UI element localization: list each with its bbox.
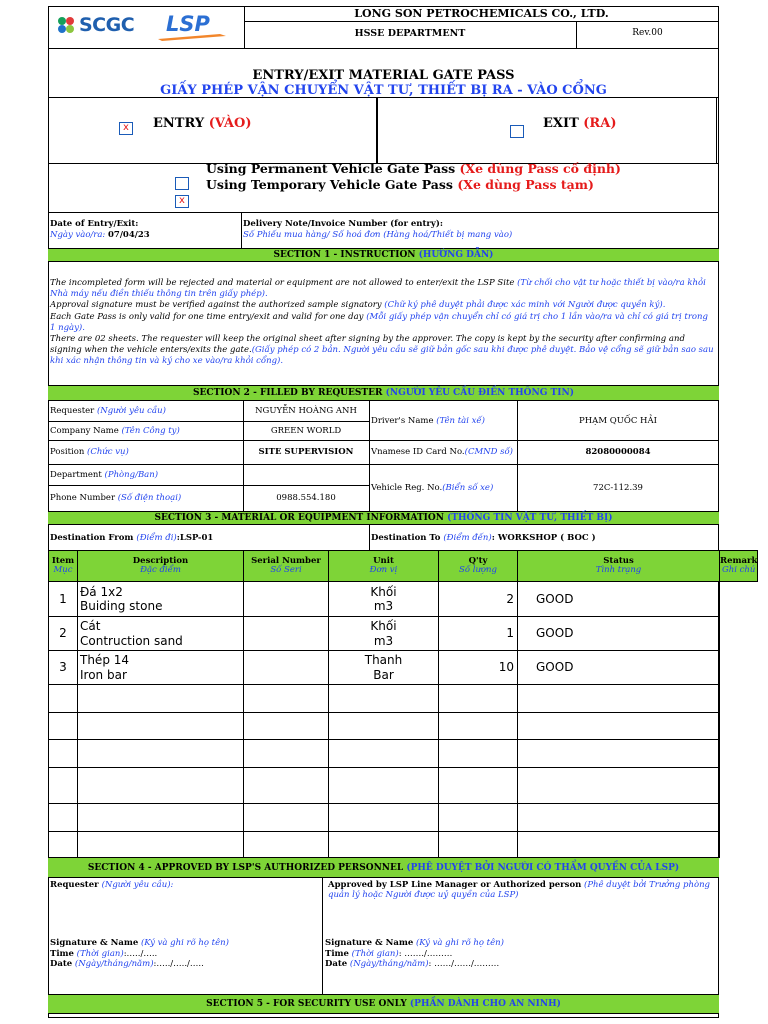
sig-label-vi: (Ký và ghi rõ họ tên) xyxy=(415,938,504,948)
approver-time-line xyxy=(325,949,504,960)
phone-label-vi: (Số điện thoại) xyxy=(117,493,182,503)
exit-label xyxy=(543,116,616,131)
driver-label-vi: (Tên tài xế) xyxy=(436,415,485,426)
requester-signature-line xyxy=(50,938,229,949)
approver-time-value: : ……./……… xyxy=(398,948,453,959)
instruction-4-vi: (Giấy phép có 2 bản. Người yêu cầu sẽ giữ bản gốc sau khi được phê duyệt. Bảo vệ cổng sẽ giữ bản sao sau khi xác nhận thông tin và ký cho xe vào/ra khỏi cổng). xyxy=(50,345,714,367)
table-cell[interactable] xyxy=(48,803,78,832)
table-header-cell xyxy=(438,550,518,582)
divider xyxy=(369,525,370,550)
temporary-pass-check-mark: x xyxy=(179,195,185,206)
revision: Rev.00 xyxy=(632,28,663,38)
lsp-logo-text: LSP xyxy=(166,12,210,36)
table-cell[interactable] xyxy=(243,803,329,832)
table-cell[interactable] xyxy=(328,767,439,804)
table-cell[interactable] xyxy=(48,581,78,617)
table-cell[interactable] xyxy=(517,616,720,651)
table-header-label: Item xyxy=(51,555,75,566)
section3-title-vi: (THÔNG TIN VẬT TƯ, THIẾT BỊ) xyxy=(447,513,613,523)
time-label-vi: (Thời gian) xyxy=(76,948,124,959)
table-header-label-vi: Tình trạng xyxy=(595,565,642,575)
instruction-3-vi: (Mỗi giấy phép vận chuyển chỉ có giá trị cho 1 lần vào/ra và chỉ có giá trị trong 1 ngày). xyxy=(50,311,708,333)
section3-header xyxy=(48,511,719,525)
table-header-cell xyxy=(328,550,439,582)
company-label xyxy=(50,421,180,440)
requester-label xyxy=(50,401,166,421)
table-header-label: Serial Number xyxy=(251,555,321,566)
table-header-label-vi: Đặc điểm xyxy=(140,565,181,575)
table-cell[interactable] xyxy=(328,739,439,768)
divider xyxy=(241,212,242,248)
destination-to xyxy=(371,525,596,550)
entry-label xyxy=(153,116,251,131)
time-label: Time xyxy=(50,948,74,959)
divider xyxy=(48,97,719,98)
destination-to-value[interactable]: : WORKSHOP ( BOC ) xyxy=(491,532,596,543)
requester-label-en: Requester xyxy=(50,406,95,416)
vehicle-label-vi: (Biển số xe) xyxy=(442,482,494,493)
table-cell[interactable] xyxy=(77,581,244,617)
date-row xyxy=(50,230,150,240)
table-cell[interactable] xyxy=(48,767,78,804)
instruction-2 xyxy=(50,300,716,311)
table-cell[interactable] xyxy=(517,831,720,858)
destination-to-vi: (Điểm đến) xyxy=(443,532,492,543)
table-cell[interactable] xyxy=(48,616,78,651)
table-cell[interactable] xyxy=(517,712,720,740)
table-cell-text: m3 xyxy=(373,599,394,613)
table-cell[interactable] xyxy=(438,684,518,713)
table-cell[interactable] xyxy=(48,712,78,740)
table-cell-text: 3 xyxy=(59,660,67,675)
table-header-label: Description xyxy=(132,555,189,566)
table-cell[interactable] xyxy=(438,581,518,617)
page-title-vi: GIẤY PHÉP VẬN CHUYỂN VẬT TƯ, THIẾT BỊ RA - VÀO CỔNG xyxy=(160,83,607,98)
vehicle-label xyxy=(371,464,493,511)
company-label-en: Company Name xyxy=(50,425,119,436)
table-cell-text: GOOD xyxy=(536,660,574,675)
divider xyxy=(376,97,378,163)
table-cell[interactable] xyxy=(243,616,329,651)
section2-header xyxy=(48,385,719,401)
table-cell-text: Buiding stone xyxy=(80,599,163,613)
idcard-label xyxy=(371,440,513,464)
table-cell[interactable] xyxy=(328,650,439,685)
table-cell[interactable] xyxy=(328,831,439,858)
table-header-label: Unit xyxy=(373,555,394,566)
instruction-4 xyxy=(50,334,716,368)
table-cell-text: 10 xyxy=(498,660,514,675)
section2-title: SECTION 2 - FILLED BY REQUESTER xyxy=(193,388,383,398)
approver-signature-line xyxy=(325,938,504,949)
sig-label: Signature & Name xyxy=(50,938,139,948)
table-cell[interactable] xyxy=(243,581,329,617)
position-label-en: Position xyxy=(50,447,85,457)
table-cell-content xyxy=(80,653,129,682)
destination-from-value[interactable]: :LSP-01 xyxy=(176,532,214,543)
idcard-label-vi: (CMND số) xyxy=(464,447,513,457)
idcard-value[interactable]: 82080000084 xyxy=(585,447,651,457)
requester-date-value: :…../…../….. xyxy=(153,959,204,969)
instruction-3 xyxy=(50,312,716,334)
instruction-1-text: The incompleted form will be rejected and material or equipment are not allowed to enter/exit the LSP Site xyxy=(50,278,515,288)
driver-value[interactable]: PHẠM QUỐC HẢI xyxy=(579,415,657,426)
table-header-cell xyxy=(77,550,244,582)
requester-value[interactable]: NGUYỄN HOÀNG ANH xyxy=(255,406,357,416)
table-cell[interactable] xyxy=(77,650,244,685)
table-cell-text: Khối xyxy=(370,619,397,634)
table-cell[interactable] xyxy=(77,831,244,858)
exit-label-vi: (RA) xyxy=(583,116,617,131)
table-cell[interactable] xyxy=(328,684,439,713)
approver-label xyxy=(328,880,713,900)
permanent-pass-label xyxy=(206,161,621,176)
delivery-label-vi: Số Phiếu mua hàng/ Số hoá đơn (Hàng hoá/Thiết bị mang vào) xyxy=(243,230,513,240)
date-value[interactable]: 07/04/23 xyxy=(108,230,150,240)
table-cell[interactable] xyxy=(48,831,78,858)
table-cell[interactable] xyxy=(77,739,244,768)
department-label xyxy=(50,464,158,485)
table-cell[interactable] xyxy=(243,712,329,740)
table-cell-text: Đá 1x2 xyxy=(80,584,123,599)
approver-label-vi: (Phê duyệt bởi Trưởng phòng quản lý hoặc Người được uỷ quyền của LSP) xyxy=(328,880,710,900)
permanent-pass-text: Using Permanent Vehicle Gate Pass xyxy=(206,161,456,176)
temporary-pass-vi: (Xe dùng Pass tạm) xyxy=(457,177,594,192)
date-label: Date xyxy=(325,959,348,969)
position-value[interactable]: SITE SUPERVISION xyxy=(258,447,354,457)
entry-label-vi: (VÀO) xyxy=(208,116,252,131)
table-cell[interactable] xyxy=(243,739,329,768)
divider xyxy=(716,97,717,163)
section1-header xyxy=(48,248,719,262)
temporary-pass-label xyxy=(206,177,594,192)
position-label-vi: (Chức vụ) xyxy=(87,447,129,457)
date-label: Date xyxy=(50,959,73,969)
approver-signature-block[interactable] xyxy=(325,938,504,970)
table-cell[interactable] xyxy=(243,684,329,713)
entry-check-mark: x xyxy=(123,122,129,133)
table-cell-content xyxy=(370,585,396,614)
position-label xyxy=(50,440,129,464)
destination-from xyxy=(50,525,213,550)
table-cell-text: m3 xyxy=(373,633,394,648)
table-cell[interactable] xyxy=(77,803,244,832)
idcard-label-en: Vnamese ID Card No. xyxy=(371,447,465,457)
table-cell-content xyxy=(80,619,183,648)
table-cell[interactable] xyxy=(438,803,518,832)
table-cell[interactable] xyxy=(243,831,329,858)
table-cell-content xyxy=(536,626,573,640)
table-cell-text: GOOD xyxy=(536,591,574,606)
divider xyxy=(369,401,370,511)
permanent-pass-checkbox[interactable] xyxy=(175,177,189,190)
approval-requester-en: Requester xyxy=(50,880,99,890)
requester-date-line xyxy=(50,959,229,970)
table-cell-text: 1 xyxy=(506,626,514,641)
instruction-1 xyxy=(50,278,716,300)
table-cell[interactable] xyxy=(517,739,720,768)
table-cell-text: 2 xyxy=(59,626,67,641)
instruction-4-text: There are 02 sheets. The requester will keep the original sheet after signing by the approver. The copy is kept by the security after confirming and signing when the vehicle enters/exits the gate. xyxy=(50,334,685,356)
table-header-label: Status xyxy=(603,555,634,566)
phone-value[interactable]: 0988.554.180 xyxy=(276,493,336,503)
delivery-label: Delivery Note/Invoice Number (for entry): xyxy=(243,219,443,229)
date-label-vi: (Ngày/tháng/năm) xyxy=(74,959,154,969)
table-cell[interactable] xyxy=(438,712,518,740)
table-cell[interactable] xyxy=(77,616,244,651)
page-title: ENTRY/EXIT MATERIAL GATE PASS xyxy=(252,68,515,83)
date-label: Date of Entry/Exit: xyxy=(50,219,139,229)
exit-label-en: EXIT xyxy=(543,116,579,131)
table-cell[interactable] xyxy=(243,767,329,804)
section1-title: SECTION 1 - INSTRUCTION xyxy=(273,250,416,260)
table-cell-content xyxy=(506,592,514,606)
table-cell-text: Contruction sand xyxy=(80,633,183,648)
table-header-label-vi: Số lượng xyxy=(459,565,497,575)
table-cell-content xyxy=(370,619,396,648)
table-header-label-vi: Mục xyxy=(53,565,73,575)
lsp-logo xyxy=(156,12,228,42)
department-value[interactable] xyxy=(243,464,369,485)
table-cell[interactable] xyxy=(517,767,720,804)
table-header-label-vi: Số Seri xyxy=(270,565,302,575)
table-cell-content xyxy=(506,626,514,640)
table-cell-content xyxy=(80,585,162,614)
table-cell[interactable] xyxy=(48,684,78,713)
permanent-pass-vi: (Xe dùng Pass cố định) xyxy=(459,161,621,176)
table-cell-content xyxy=(365,653,403,682)
requester-time-line xyxy=(50,949,229,960)
table-cell[interactable] xyxy=(48,739,78,768)
company-label-vi: (Tên Công ty) xyxy=(121,425,180,436)
table-cell-text: GOOD xyxy=(536,626,574,641)
table-header-label: Remark xyxy=(720,555,758,566)
table-cell[interactable] xyxy=(77,684,244,713)
table-cell[interactable] xyxy=(517,803,720,832)
driver-label xyxy=(371,401,485,440)
table-header-cell xyxy=(48,550,78,582)
section2-title-vi: (NGƯỜI YÊU CẦU ĐIỀN THÔNG TIN) xyxy=(385,388,574,398)
table-cell-content xyxy=(59,660,67,674)
table-cell-text: Bar xyxy=(373,667,394,682)
date-label-vi: (Ngày/tháng/năm) xyxy=(349,959,429,969)
department-label-vi: (Phòng/Ban) xyxy=(104,469,159,480)
table-cell[interactable] xyxy=(328,712,439,740)
vehicle-value[interactable]: 72C-112.39 xyxy=(593,482,643,493)
table-cell[interactable] xyxy=(77,767,244,804)
table-header-cell xyxy=(719,550,758,582)
temporary-pass-text: Using Temporary Vehicle Gate Pass xyxy=(206,177,453,192)
requester-label-vi: (Người yêu cầu) xyxy=(96,406,166,416)
divider xyxy=(244,21,719,22)
table-cell[interactable] xyxy=(438,831,518,858)
company-value[interactable]: GREEN WORLD xyxy=(270,425,342,436)
table-cell[interactable] xyxy=(328,803,439,832)
driver-label-en: Driver's Name xyxy=(371,415,434,426)
section4-title: SECTION 4 - APPROVED BY LSP'S AUTHORIZED PERSONNEL xyxy=(87,862,404,873)
table-cell-text: Iron bar xyxy=(80,667,127,682)
approval-requester-vi: (Người yêu cầu): xyxy=(101,880,174,890)
table-cell[interactable] xyxy=(517,684,720,713)
divider xyxy=(48,212,719,213)
section5-header xyxy=(48,994,719,1014)
table-cell[interactable] xyxy=(438,650,518,685)
destination-from-label: Destination From xyxy=(50,532,134,543)
table-cell[interactable] xyxy=(48,650,78,685)
table-cell[interactable] xyxy=(438,616,518,651)
department-label-en: Department xyxy=(50,469,102,480)
phone-label xyxy=(50,485,181,511)
approval-requester-label xyxy=(50,880,173,890)
time-label: Time xyxy=(325,948,349,959)
table-cell-text: Thanh xyxy=(364,653,403,668)
table-header-cell xyxy=(243,550,329,582)
sig-label-vi: (Ký và ghi rõ họ tên) xyxy=(140,938,229,948)
table-header-label: Q'ty xyxy=(468,555,488,566)
instruction-1-vi: (Từ chối cho vật tư hoặc thiết bị vào/ra khỏi Nhà máy nếu điền thiếu thông tin trên giấy phép). xyxy=(50,278,706,300)
table-header-cell xyxy=(517,550,720,582)
approver-date-line xyxy=(325,959,504,970)
table-cell-text: 1 xyxy=(59,591,67,606)
section5-title-vi: (PHẦN DÀNH CHO AN NINH) xyxy=(409,999,561,1009)
divider xyxy=(322,878,323,994)
table-cell[interactable] xyxy=(243,650,329,685)
table-cell[interactable] xyxy=(328,616,439,651)
section4-header xyxy=(48,857,719,878)
table-cell-text: Cát xyxy=(80,619,101,634)
requester-time-value: :…../….. xyxy=(123,948,158,959)
time-label-vi: (Thời gian) xyxy=(351,948,399,959)
scgc-logo-text: SCGC xyxy=(79,14,135,36)
instruction-3-text: Each Gate Pass is only valid for one time entry/exit and valid for one day xyxy=(50,311,364,322)
table-cell-text: Thép 14 xyxy=(80,653,130,668)
table-cell[interactable] xyxy=(517,581,720,617)
destination-to-label: Destination To xyxy=(371,532,441,543)
table-cell-content xyxy=(59,626,67,640)
divider xyxy=(48,48,719,49)
table-cell-content xyxy=(499,660,514,674)
approver-label-en: Approved by LSP Line Manager or Authorized person xyxy=(328,880,582,890)
section3-title: SECTION 3 - MATERIAL OR EQUIPMENT INFORMATION xyxy=(154,513,444,523)
scgc-logo xyxy=(56,14,134,36)
section5-title: SECTION 5 - FOR SECURITY USE ONLY xyxy=(206,999,407,1009)
table-cell-text: 2 xyxy=(506,591,514,606)
table-header-label-vi: Ghi chú xyxy=(721,565,756,575)
department-name: HSSE DEPARTMENT xyxy=(354,28,466,39)
table-cell[interactable] xyxy=(77,712,244,740)
phone-label-en: Phone Number xyxy=(50,493,116,503)
vehicle-label-en: Vehicle Reg. No. xyxy=(371,482,443,493)
table-cell-content xyxy=(536,660,573,674)
scgc-emblem-icon xyxy=(56,15,76,35)
table-cell[interactable] xyxy=(438,739,518,768)
section4-title-vi: (PHÊ DUYỆT BỞI NGƯỜI CÓ THẨM QUYỀN CỦA LSP) xyxy=(406,862,680,873)
section1-title-vi: (HƯỚNG DẪN) xyxy=(418,250,494,260)
table-header-label-vi: Đơn vị xyxy=(369,565,398,575)
instructions xyxy=(50,278,716,368)
destination-from-vi: (Điểm đi) xyxy=(136,532,177,543)
table-cell-content xyxy=(59,592,67,606)
approver-date-value: : ……/……/……… xyxy=(428,959,500,969)
table-cell-text: Khối xyxy=(370,584,397,599)
table-cell[interactable] xyxy=(517,650,720,685)
sig-label: Signature & Name xyxy=(325,938,414,948)
requester-signature-block[interactable] xyxy=(50,938,229,970)
lsp-swoosh-icon xyxy=(156,12,228,42)
table-cell[interactable] xyxy=(438,767,518,804)
instruction-2-vi: (Chữ ký phê duyệt phải được xác minh với Người được quyền ký). xyxy=(384,300,666,311)
date-label-vi: Ngày vào/ra: xyxy=(50,230,106,240)
entry-label-en: ENTRY xyxy=(153,116,205,131)
table-cell-content xyxy=(536,592,573,606)
exit-checkbox[interactable] xyxy=(510,125,524,138)
instruction-2-text: Approval signature must be verified against the authorized sample signatory xyxy=(50,300,382,311)
table-cell[interactable] xyxy=(328,581,439,617)
company-name: LONG SON PETROCHEMICALS CO., LTD. xyxy=(354,7,609,20)
